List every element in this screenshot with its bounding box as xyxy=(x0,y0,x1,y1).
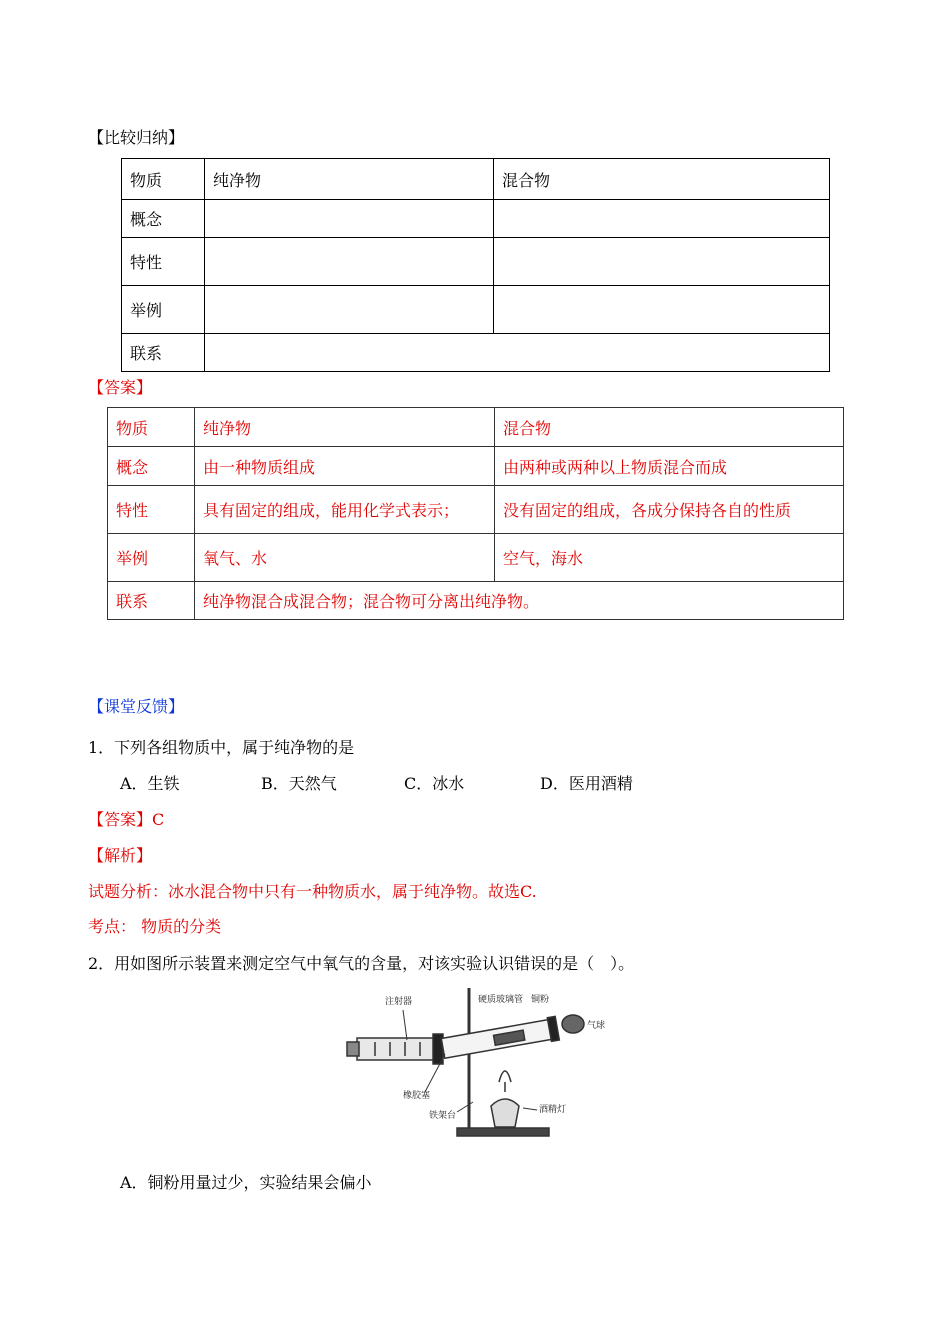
answer-row-label: 概念 xyxy=(108,447,195,486)
answer-row-label: 举例 xyxy=(108,534,195,582)
compare-cell-pure xyxy=(205,238,494,286)
q1-option-c: C．冰水 xyxy=(404,774,465,793)
answer-row-example xyxy=(108,534,844,582)
q2-option-a: A．铜粉用量过少，实验结果会偏小 xyxy=(120,1173,372,1192)
compare-row-example xyxy=(122,286,830,334)
label-balloon: 气球 xyxy=(587,1021,606,1031)
answer-cell-pure: 由一种物质组成 xyxy=(195,447,495,486)
lamp-flame xyxy=(499,1071,511,1082)
compare-header-substance: 物质 xyxy=(122,159,205,200)
q1-option-b: B．天然气 xyxy=(261,774,337,793)
compare-row-label: 特性 xyxy=(122,238,205,286)
answer-header-mixture: 混合物 xyxy=(495,408,844,447)
compare-row-link xyxy=(122,334,830,372)
syringe-plunger xyxy=(347,1042,359,1056)
compare-row-label: 举例 xyxy=(122,286,205,334)
answer-cell-mixture: 空气，海水 xyxy=(495,534,844,582)
q1-option-d: D．医用酒精 xyxy=(540,774,633,793)
answer-cell-pure: 氧气、水 xyxy=(195,534,495,582)
compare-header-row xyxy=(122,159,830,200)
compare-header-mixture: 混合物 xyxy=(494,159,830,200)
q1-answer-label: 【答案】 xyxy=(88,810,153,829)
answer-cell-pure: 具有固定的组成，能用化学式表示； xyxy=(195,486,495,534)
compare-row-label: 联系 xyxy=(122,334,205,372)
compare-row-concept xyxy=(122,200,830,238)
balloon xyxy=(562,1015,584,1033)
q1-analysis-label: 【解析】 xyxy=(88,846,153,865)
syringe-barrel xyxy=(357,1038,435,1060)
compare-row-label: 概念 xyxy=(122,200,205,238)
label-stand: 铁架台 xyxy=(429,1111,457,1121)
answer-header-row xyxy=(108,408,844,447)
label-copper: 铜粉 xyxy=(531,995,550,1005)
label-syringe: 注射器 xyxy=(385,997,413,1007)
answer-row-label: 特性 xyxy=(108,486,195,534)
compare-cell-mixture xyxy=(494,200,830,238)
compare-cell-pure xyxy=(205,286,494,334)
compare-row-property xyxy=(122,238,830,286)
compare-link-cell xyxy=(205,334,830,372)
answer-table xyxy=(107,407,844,620)
answer-cell-mixture: 由两种或两种以上物质混合而成 xyxy=(495,447,844,486)
answer-row-concept xyxy=(108,447,844,486)
apparatus-figure xyxy=(345,982,615,1148)
answer-row-property xyxy=(108,486,844,534)
q1-analysis-text: 试题分析：冰水混合物中只有一种物质水，属于纯净物。故选C. xyxy=(88,882,537,901)
answer-header-pure: 纯净物 xyxy=(195,408,495,447)
q1-answer xyxy=(88,807,164,830)
compare-table xyxy=(121,158,830,372)
q1-option-a: A．生铁 xyxy=(120,774,180,793)
alcohol-lamp xyxy=(491,1099,519,1127)
compare-cell-pure xyxy=(205,200,494,238)
feedback-heading: 【课堂反馈】 xyxy=(88,697,185,716)
q1-answer-value: C xyxy=(152,810,165,829)
answer-row-label: 联系 xyxy=(108,582,195,620)
glass-tube xyxy=(441,1016,559,1060)
label-lamp: 酒精灯 xyxy=(539,1105,567,1115)
label-stopper: 橡胶塞 xyxy=(403,1091,431,1101)
answer-header-substance: 物质 xyxy=(108,408,195,447)
q1-kaodian: 考点： 物质的分类 xyxy=(88,917,222,936)
compare-heading: 【比较归纳】 xyxy=(88,128,185,147)
question-2-stem: 2．用如图所示装置来测定空气中氧气的含量，对该实验认识错误的是（ ）。 xyxy=(88,954,635,973)
answer-link-cell: 纯净物混合成混合物；混合物可分离出纯净物。 xyxy=(195,582,844,620)
answer-cell-mixture: 没有固定的组成，各成分保持各自的性质 xyxy=(495,486,844,534)
label-tube: 硬质玻璃管 xyxy=(478,995,524,1005)
answer-row-link xyxy=(108,582,844,620)
stand-base xyxy=(457,1128,549,1136)
question-1-stem: 1．下列各组物质中，属于纯净物的是 xyxy=(88,738,355,757)
compare-cell-mixture xyxy=(494,286,830,334)
compare-header-pure: 纯净物 xyxy=(205,159,494,200)
compare-cell-mixture xyxy=(494,238,830,286)
answer-heading: 【答案】 xyxy=(88,378,153,397)
